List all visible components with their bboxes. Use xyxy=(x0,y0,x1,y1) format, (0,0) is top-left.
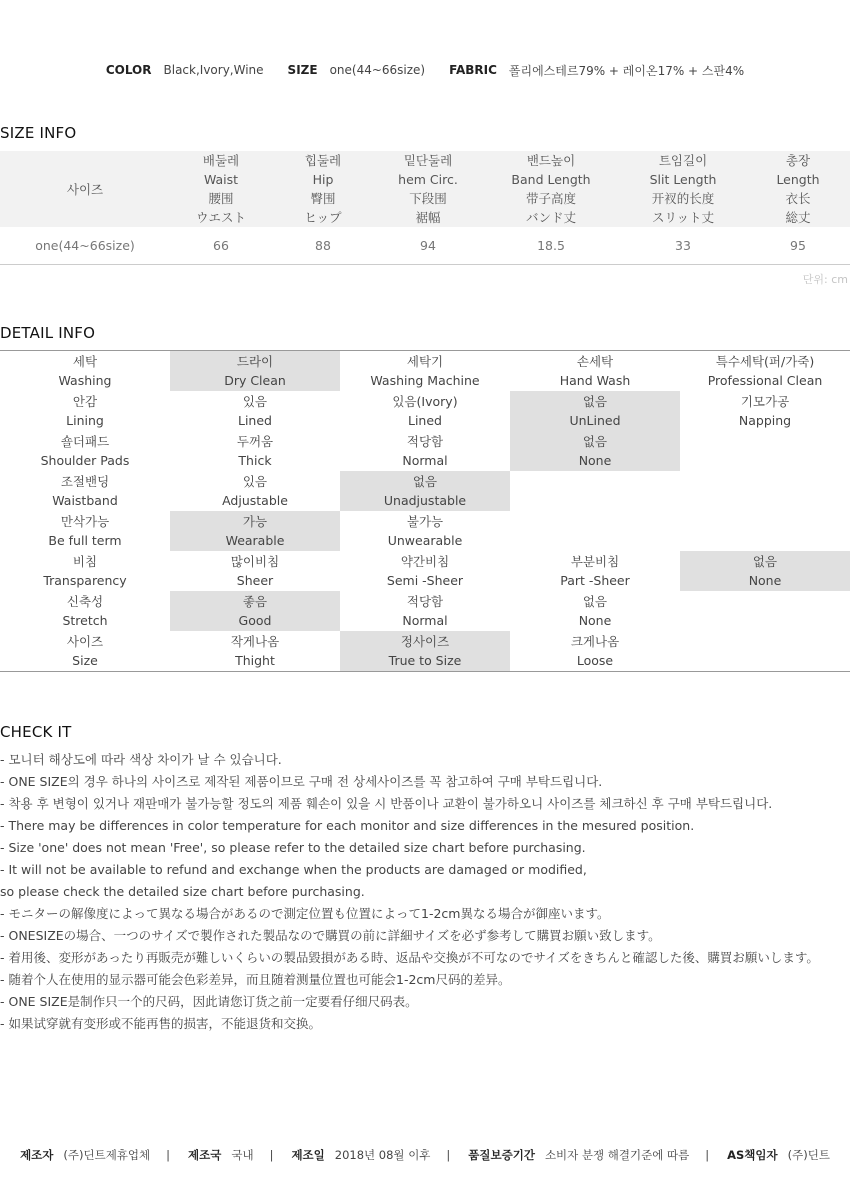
color-label: COLOR xyxy=(105,63,152,77)
detail-option xyxy=(680,591,850,631)
size-value: one(44~66size) xyxy=(329,63,426,77)
footer-separator: | xyxy=(166,1148,171,1162)
size-header-label: 사이즈 xyxy=(0,151,170,227)
check-it-line: - ONE SIZE是制作只一个的尺码，因此请您订货之前一定要看仔细尺码表。 xyxy=(0,994,418,1009)
check-it-line: - 如果试穿就有变形或不能再售的损害，不能退货和交换。 xyxy=(0,1016,321,1031)
detail-row-label: 사이즈 Size xyxy=(66,634,104,668)
size-value: 95 xyxy=(746,227,850,265)
detail-option: 세탁기 Washing Machine xyxy=(370,354,480,388)
detail-option: 많이비침 Sheer xyxy=(230,554,280,588)
detail-option-selected: 정사이즈 True to Size xyxy=(340,631,510,671)
check-it-list xyxy=(0,749,850,1035)
detail-option: 약간비침 Semi -Sheer xyxy=(386,554,464,588)
detail-row xyxy=(0,591,850,631)
detail-row-label: 숄더패드 Shoulder Pads xyxy=(40,434,130,468)
check-it-line: - ONESIZEの場合、一つのサイズで製作された製品なので購買の前に詳細サイズを必ず参考して購買お願い致します。 xyxy=(0,928,661,943)
detail-option: 기모가공 Napping xyxy=(738,394,792,428)
date-label: 제조일 xyxy=(291,1148,325,1162)
detail-option-selected: 없음 UnLined xyxy=(510,391,680,431)
warranty-value: 소비자 분쟁 해결기준에 따름 xyxy=(544,1148,690,1162)
size-col-hem: 밑단둘레 hem Circ. 下段围 裾幅 xyxy=(374,151,482,227)
detail-option: 손세탁 Hand Wash xyxy=(559,354,631,388)
detail-row xyxy=(0,431,850,471)
detail-row-label: 안감 Lining xyxy=(66,394,104,428)
size-label: SIZE xyxy=(287,63,318,77)
size-value: 94 xyxy=(374,227,482,265)
detail-grid xyxy=(0,350,850,672)
size-value: 33 xyxy=(620,227,746,265)
spec-line xyxy=(0,60,850,80)
detail-option xyxy=(680,431,850,471)
detail-option: 있음 Adjustable xyxy=(222,474,288,508)
country-value: 국내 xyxy=(231,1148,254,1162)
size-row-label: one(44~66size) xyxy=(0,227,170,265)
size-col-length: 총장 Length 衣长 総丈 xyxy=(746,151,850,227)
detail-row xyxy=(0,631,850,671)
check-it-line: - There may be differences in color temperature for each monitor and size differences in the mesured position. xyxy=(0,818,695,833)
size-value: 88 xyxy=(272,227,374,265)
detail-option: 없음 None xyxy=(578,594,612,628)
detail-option xyxy=(510,471,680,511)
detail-option-selected: 없음 None xyxy=(680,551,850,591)
country-label: 제조국 xyxy=(188,1148,222,1162)
detail-option: 있음 Lined xyxy=(238,394,272,428)
detail-row xyxy=(0,511,850,551)
check-it-line: - It will not be available to refund and exchange when the products are damaged or modified, xyxy=(0,862,587,877)
detail-option xyxy=(680,511,850,551)
maker-label: 제조자 xyxy=(20,1148,54,1162)
date-value: 2018년 08월 이후 xyxy=(334,1148,431,1162)
check-it-title: CHECK IT xyxy=(0,723,72,741)
footer-separator: | xyxy=(446,1148,451,1162)
fabric-value: 폴리에스테르79% + 레이온17% + 스판4% xyxy=(508,63,745,78)
size-info-title: SIZE INFO xyxy=(0,124,77,142)
detail-option xyxy=(680,631,850,671)
detail-info-title: DETAIL INFO xyxy=(0,324,96,342)
as-label: AS책임자 xyxy=(727,1148,778,1162)
detail-option-selected: 좋음 Good xyxy=(170,591,340,631)
detail-row-label: 조절밴딩 Waistband xyxy=(52,474,118,508)
detail-option xyxy=(510,511,680,551)
detail-option: 크게나옴 Loose xyxy=(570,634,620,668)
footer-separator: | xyxy=(705,1148,710,1162)
product-footer xyxy=(0,1145,850,1165)
detail-option: 특수세탁(퍼/가죽) Professional Clean xyxy=(707,354,823,388)
detail-option: 작게나옴 Thight xyxy=(230,634,280,668)
detail-option-selected: 없음 None xyxy=(510,431,680,471)
detail-option: 불가능 Unwearable xyxy=(387,514,463,548)
check-it-line: - ONE SIZE의 경우 하나의 사이즈로 제작된 제품이므로 구매 전 상세사이즈를 꼭 참고하여 구매 부탁드립니다. xyxy=(0,774,603,789)
detail-option: 두꺼움 Thick xyxy=(236,434,274,468)
size-table-row xyxy=(0,227,850,265)
detail-row-label: 만삭가능 Be full term xyxy=(48,514,122,548)
size-table-header xyxy=(0,151,850,227)
detail-option: 부분비침 Part -Sheer xyxy=(560,554,630,588)
detail-row xyxy=(0,471,850,511)
check-it-line: - Size 'one' does not mean 'Free', so please refer to the detailed size chart before purchasing. xyxy=(0,840,586,855)
check-it-line: - 착용 후 변형이 있거나 재판매가 불가능할 정도의 제품 훼손이 있을 시 반품이나 교환이 불가하오니 사이즈를 체크하신 후 구매 부탁드립니다. xyxy=(0,796,773,811)
size-value: 66 xyxy=(170,227,272,265)
detail-option: 적당함 Normal xyxy=(402,434,448,468)
detail-option xyxy=(680,471,850,511)
maker-value: (주)딘트제휴업체 xyxy=(63,1148,151,1162)
size-value: 18.5 xyxy=(482,227,620,265)
size-col-band: 밴드높이 Band Length 带子高度 バンド丈 xyxy=(482,151,620,227)
detail-row-label: 세탁 Washing xyxy=(58,354,112,388)
fabric-label: FABRIC xyxy=(449,63,497,77)
size-col-hip: 힙둘레 Hip 臀围 ヒップ xyxy=(272,151,374,227)
size-table xyxy=(0,151,850,265)
size-col-slit: 트임길이 Slit Length 开衩的长度 スリット丈 xyxy=(620,151,746,227)
detail-row xyxy=(0,351,850,391)
detail-row-label: 비침 Transparency xyxy=(43,554,127,588)
check-it-line: so please check the detailed size chart before purchasing. xyxy=(0,884,365,899)
detail-row xyxy=(0,551,850,591)
detail-option: 적당함 Normal xyxy=(402,594,448,628)
as-value: (주)딘트 xyxy=(787,1148,830,1162)
footer-separator: | xyxy=(269,1148,274,1162)
warranty-label: 품질보증기간 xyxy=(468,1148,535,1162)
unit-note: 단위: cm xyxy=(802,273,848,286)
check-it-line: - 着用後、変形があったり再販売が難しいくらいの製品毀損がある時、返品や交換が不可なのでサイズをきちんと確認した後、購買お願いします。 xyxy=(0,950,819,965)
check-it-line: - 随着个人在使用的显示器可能会色彩差异，而且随着测量位置也可能会1-2cm尺码的差异。 xyxy=(0,972,511,987)
detail-option: 있음(Ivory) Lined xyxy=(392,394,458,428)
check-it-line: - 모니터 해상도에 따라 색상 차이가 날 수 있습니다. xyxy=(0,752,282,767)
detail-option-selected: 드라이 Dry Clean xyxy=(170,351,340,391)
detail-row-label: 신축성 Stretch xyxy=(62,594,108,628)
detail-option-selected: 가능 Wearable xyxy=(170,511,340,551)
detail-row xyxy=(0,391,850,431)
check-it-line: - モニターの解像度によって異なる場合があるので測定位置も位置によって1-2cm異なる場合が御座います。 xyxy=(0,906,610,921)
color-value: Black,Ivory,Wine xyxy=(163,63,264,77)
detail-option-selected: 없음 Unadjustable xyxy=(340,471,510,511)
size-col-waist: 배둘레 Waist 腰围 ウエスト xyxy=(170,151,272,227)
